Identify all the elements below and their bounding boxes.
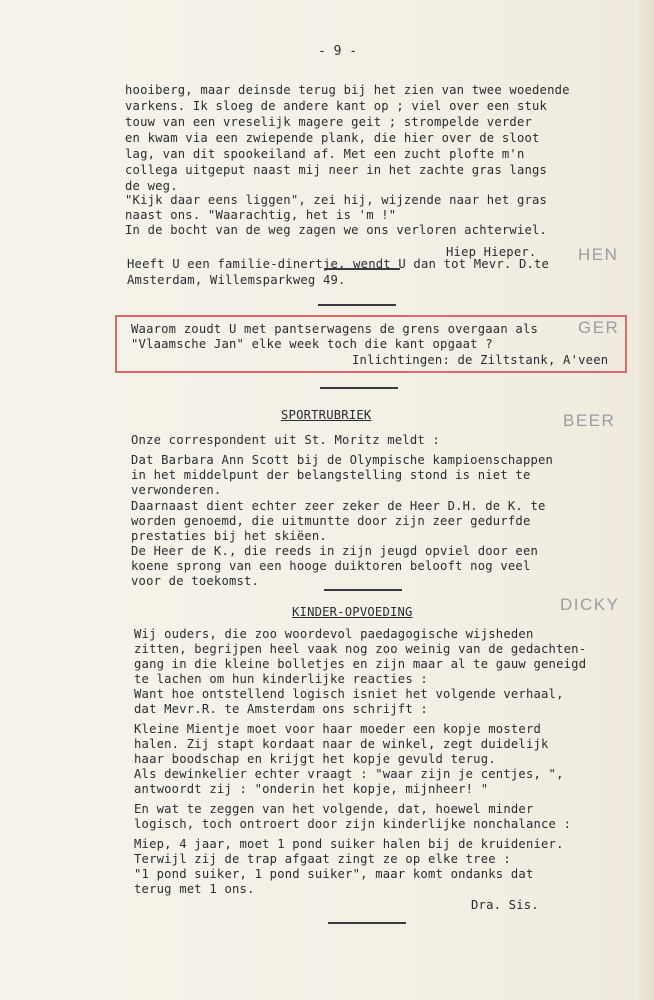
sport-intro: Onze correspondent uit St. Moritz meldt : — [131, 433, 441, 447]
sport-line: prestaties bij het skiëen. — [131, 529, 327, 543]
ad-panzer-line: Inlichtingen: de Ziltstank, A'veen — [352, 353, 609, 367]
sport-line: voor de toekomst. — [131, 574, 260, 588]
kids-line: Terwijl zij de trap afgaat zingt ze op elke tree : — [134, 852, 511, 866]
handwritten-annotation: BEER — [563, 411, 616, 430]
story-line: hooiberg, maar deinsde terug bij het zien van twee woedende — [125, 83, 570, 97]
handwritten-annotation: GER — [578, 318, 620, 337]
kids-line: halen. Zij stapt kordaat naar de winkel, zegt duidelijk — [134, 737, 549, 751]
section-heading-kids: KINDER-OPVOEDING — [292, 605, 413, 619]
kids-line: zitten, begrijpen heel vaak nog zoo weinig van de gedachten- — [134, 642, 587, 656]
sport-line: in het middelpunt der belangstelling stond is niet te — [131, 468, 531, 482]
story-line: "Kijk daar eens liggen", zei hij, wijzende naar het gras — [125, 193, 548, 207]
sport-line: worden genoemd, die uitmuntte door zijn zeer gedurfde — [131, 514, 531, 528]
story-line: lag, van dit spookeiland af. Met een zucht plofte m'n — [125, 147, 525, 161]
kids-line: Miep, 4 jaar, moet 1 pond suiker halen bij de kruidenier. — [134, 837, 564, 851]
kids-line: Want hoe ontstellend logisch isniet het volgende verhaal, — [134, 687, 564, 701]
section-divider — [324, 589, 402, 591]
kids-line: En wat te zeggen van het volgende, dat, hoewel minder — [134, 802, 534, 816]
sport-line: Dat Barbara Ann Scott bij de Olympische kampioenschappen — [131, 453, 554, 467]
page-number: - 9 - — [318, 44, 358, 59]
sport-line: verwonderen. — [131, 483, 222, 497]
kids-line: Kleine Mientje moet voor haar moeder een kopje mosterd — [134, 722, 542, 736]
kids-line: haar boodschap en krijgt het kopje gevuld terug. — [134, 752, 496, 766]
story-line: en kwam via een zwiepende plank, die hier over de sloot — [125, 131, 540, 145]
story-line: In de bocht van de weg zagen we ons verloren achterwiel. — [125, 223, 548, 237]
sport-line: koene sprong van een hooge duiktoren belooft nog veel — [131, 559, 531, 573]
sport-line: Daarnaast dient echter zeer zeker de Heer D.H. de K. te — [131, 499, 546, 513]
story-line: collega uitgeput naast mij neer in het zachte gras langs — [125, 163, 548, 177]
story-line: de weg. — [125, 179, 178, 193]
story-line: naast ons. "Waarachtig, het is 'm !" — [125, 208, 397, 222]
kids-line: logisch, toch ontroert door zijn kinderlijke nonchalance : — [134, 817, 572, 831]
ad-family-line: Amsterdam, Willemsparkweg 49. — [127, 273, 346, 287]
handwritten-annotation: DICKY — [560, 595, 620, 614]
kids-line: "1 pond suiker, 1 pond suiker", maar komt ondanks dat — [134, 867, 534, 881]
ad-panzer-line: Waarom zoudt U met pantserwagens de grens overgaan als — [131, 322, 539, 336]
story-line: varkens. Ik sloeg de andere kant op ; viel over een stuk — [125, 99, 548, 113]
ad-family-line: Heeft U een familie-dinertje, wendt U dan tot Mevr. D.te — [127, 257, 550, 271]
sport-line: De Heer de K., die reeds in zijn jeugd opviel door een — [131, 544, 539, 558]
kids-line: Wij ouders, die zoo woordevol paedagogische wijsheden — [134, 627, 534, 641]
kids-signature: Dra. Sis. — [471, 898, 539, 912]
kids-line: dat Mevr.R. te Amsterdam ons schrijft : — [134, 702, 428, 716]
kids-line: terug met 1 ons. — [134, 882, 255, 896]
section-divider — [318, 304, 396, 306]
kids-line: gang in die kleine bolletjes en zijn maar al te gauw geneigd — [134, 657, 587, 671]
ad-panzer-line: "Vlaamsche Jan" elke week toch die kant opgaat ? — [131, 337, 493, 351]
section-heading-sport: SPORTRUBRIEK — [281, 408, 372, 422]
section-divider — [320, 387, 398, 389]
kids-line: antwoordt zij : "onderin het kopje, mijnheer! " — [134, 782, 489, 796]
section-divider — [328, 922, 406, 924]
kids-line: Als dewinkelier echter vraagt : "waar zijn je centjes, ", — [134, 767, 564, 781]
kids-line: te lachen om hun kinderlijke reacties : — [134, 672, 428, 686]
story-line: touw van een vreselijk magere geit ; strompelde verder — [125, 115, 533, 129]
handwritten-annotation: HEN — [578, 245, 619, 264]
story-signature: Hiep Hieper. — [446, 245, 537, 259]
